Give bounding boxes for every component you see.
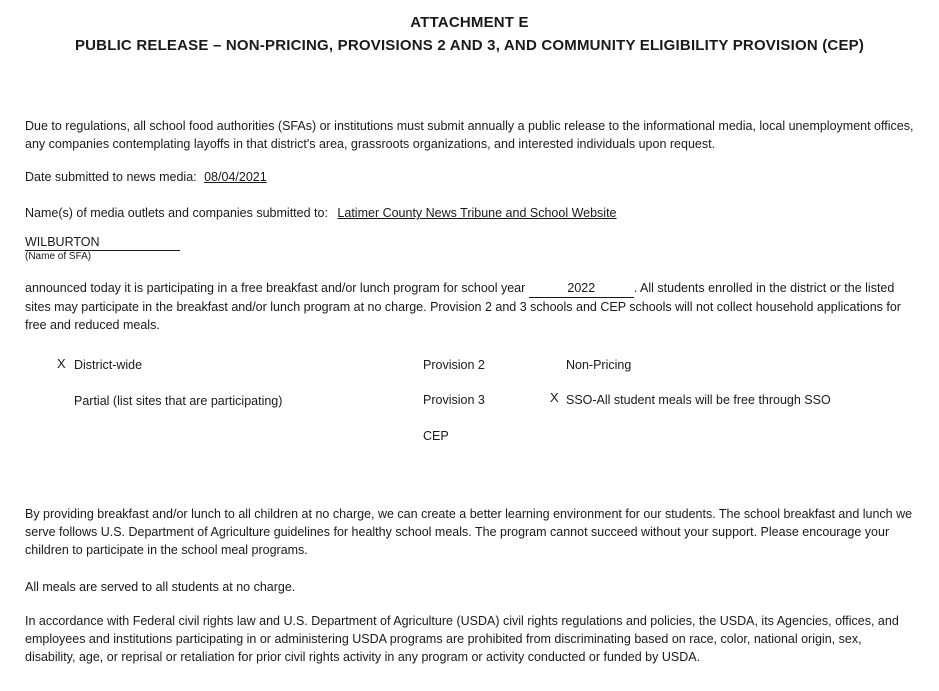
media-outlets-value: Latimer County News Tribune and School Website <box>337 206 617 220</box>
provision-3-option: Provision 3 <box>423 393 485 407</box>
partial-option: Partial (list sites that are participating) <box>74 394 283 408</box>
district-wide-mark: X <box>57 356 66 371</box>
announcement-suffix: . All students enrolled in the district or the listed sites may participate in the breakfast and/or lunch program at no charge. Provision 2 and 3 schools and CEP schools will not collect household applications for free and reduced meals. <box>25 281 901 332</box>
no-charge-paragraph: All meals are served to all students at no charge. <box>25 580 296 594</box>
media-outlets-label: Name(s) of media outlets and companies submitted to: <box>25 206 328 220</box>
non-pricing-option: Non-Pricing <box>566 358 632 372</box>
provision-2-option: Provision 2 <box>423 358 485 372</box>
media-outlets-row <box>25 204 617 222</box>
civil-rights-paragraph: In accordance with Federal civil rights law and U.S. Department of Agriculture (USDA) civil rights regulations and policies, the USDA, its Agencies, offices, and employees and institutions participating in or administering USDA programs are prohibited from discriminating based on race, color, national origin, sex, disability, age, or reprisal or retaliation for prior civil rights activity in any program or activity conducted or funded by USDA. <box>25 614 899 664</box>
page-title: PUBLIC RELEASE – NON-PRICING, PROVISIONS 2 AND 3, AND COMMUNITY ELIGIBILITY PROVISION (CEP) <box>74 37 865 54</box>
school-year-value: 2022 <box>529 279 634 298</box>
attachment-title: ATTACHMENT E <box>410 14 529 31</box>
sfa-name-value: WILBURTON <box>25 235 180 251</box>
date-submitted-label: Date submitted to news media: <box>25 170 197 184</box>
announcement-prefix: announced today it is participating in a free breakfast and/or lunch program for school year <box>25 281 526 295</box>
district-wide-option: District-wide <box>74 358 143 372</box>
announcement-paragraph <box>25 279 915 334</box>
sfa-name-label: (Name of SFA) <box>25 251 92 262</box>
date-submitted-value: 08/04/2021 <box>204 170 267 184</box>
benefits-paragraph: By providing breakfast and/or lunch to all children at no charge, we can create a better learning environment for our students. The school breakfast and lunch we serve follows U.S. Department of Agriculture guidelines for healthy school meals. The program cannot succeed without your support. Please encourage your children to participate in the school meal programs. <box>25 507 913 557</box>
date-submitted-row <box>25 168 267 186</box>
sso-option: SSO-All student meals will be free through SSO <box>566 393 831 407</box>
sso-mark: X <box>550 390 559 405</box>
sfa-name-row <box>25 233 180 251</box>
intro-paragraph: Due to regulations, all school food authorities (SFAs) or institutions must submit annually a public release to the informational media, local unemployment offices, any companies contemplating layoffs in that district's area, grassroots organizations, and interested individuals upon request. <box>25 119 914 151</box>
cep-option: CEP <box>423 429 449 443</box>
